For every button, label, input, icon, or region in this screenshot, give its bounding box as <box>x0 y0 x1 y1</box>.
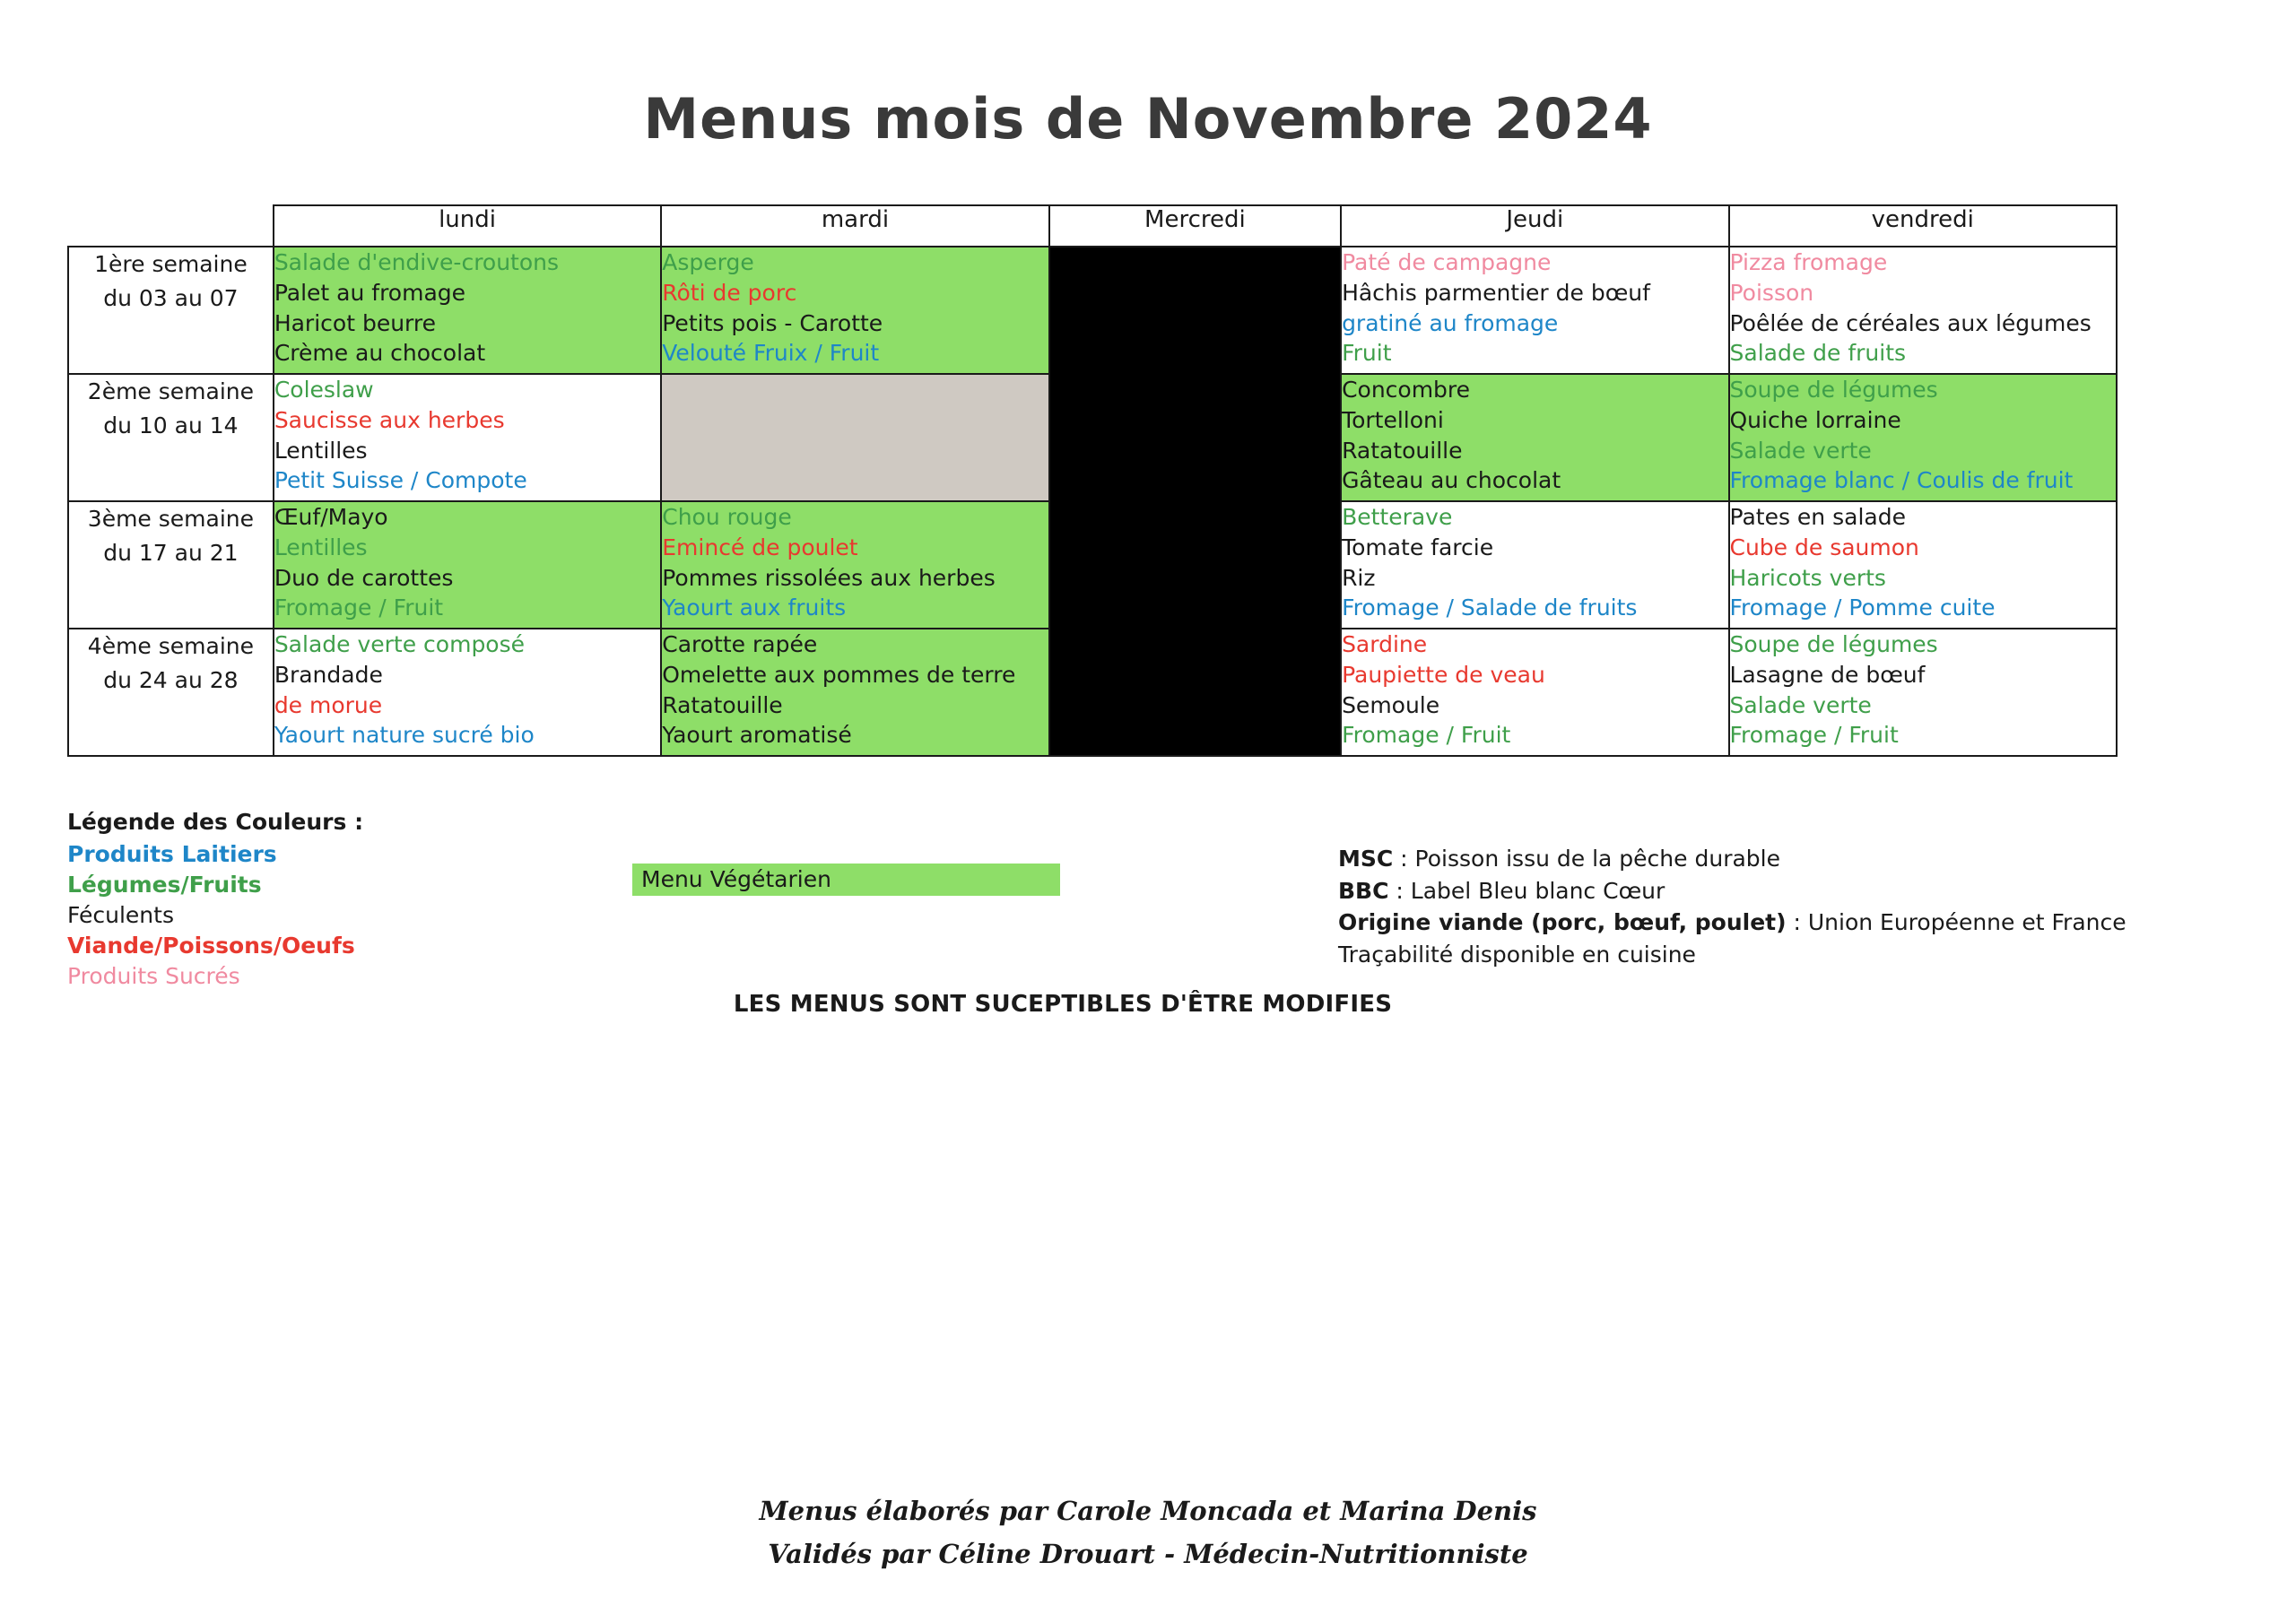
menu-table <box>67 204 2118 757</box>
meal-item: Paté de campagne <box>1342 249 1552 275</box>
week-label-line2: du 17 au 21 <box>103 539 239 566</box>
footer-line-2: Validés par Céline Drouart - Médecin-Nutritionniste <box>768 1538 1528 1569</box>
meal-item: Concombre <box>1342 377 1471 403</box>
meal-item: Tortelloni <box>1342 406 1444 433</box>
meal-cell-jeudi <box>1341 247 1728 374</box>
meal-item: Lentilles <box>274 534 368 560</box>
week-label-line2: du 24 au 28 <box>103 666 239 693</box>
meal-item: Yaourt aux fruits <box>662 595 847 621</box>
meal-item: Salade verte <box>1729 437 1872 464</box>
meal-cell-jeudi <box>1341 629 1728 756</box>
meal-item: Carotte rapée <box>662 631 818 657</box>
note-bbc <box>1338 875 2126 907</box>
meal-item: Fromage blanc / Coulis de fruit <box>1729 467 2074 494</box>
meal-item: Petit Suisse / Compote <box>274 467 527 494</box>
meal-item: Pizza fromage <box>1729 249 1888 275</box>
meal-cell-mardi <box>661 247 1048 374</box>
meal-item: Tomate farcie <box>1342 534 1494 560</box>
meal-item: Palet au fromage <box>274 279 466 306</box>
meal-item: Coleslaw <box>274 377 374 403</box>
legend-item-vegetables: Légumes/Fruits <box>67 872 262 898</box>
meal-cell-lundi <box>274 501 661 629</box>
meal-item: Sardine <box>1342 631 1428 657</box>
week-label-line2: du 10 au 14 <box>103 412 239 438</box>
meal-cell-jeudi <box>1341 501 1728 629</box>
meal-cell-lundi <box>274 629 661 756</box>
legend-item-meat: Viande/Poissons/Oeufs <box>67 933 355 959</box>
notes-block <box>1338 843 2126 970</box>
note-traceability: Traçabilité disponible en cuisine <box>1338 941 1696 968</box>
meal-item: Lentilles <box>274 437 368 464</box>
note-msc-text: : Poisson issu de la pêche durable <box>1393 846 1780 872</box>
meal-item: Fruit <box>1342 340 1392 367</box>
meal-item: Yaourt nature sucré bio <box>274 722 535 749</box>
meal-item: Crème au chocolat <box>274 340 486 367</box>
meal-cell-vendredi <box>1729 501 2118 629</box>
meal-item: Gâteau au chocolat <box>1342 467 1561 494</box>
meal-cell-lundi <box>274 374 661 501</box>
footer <box>0 1490 2296 1576</box>
meal-item: Cube de saumon <box>1729 534 1919 560</box>
meal-cell-jeudi <box>1341 374 1728 501</box>
header-lundi: lundi <box>274 205 661 247</box>
meal-item: Saucisse aux herbes <box>274 406 505 433</box>
meal-item: de morue <box>274 691 383 718</box>
meal-item: Poêlée de céréales aux légumes <box>1729 309 2092 336</box>
meal-item: Salade verte composé <box>274 631 526 657</box>
meal-item: Salade verte <box>1729 691 1872 718</box>
meal-item: Asperge <box>662 249 754 275</box>
header-mercredi: Mercredi <box>1049 205 1341 247</box>
autumn-photo <box>1049 247 1341 756</box>
meal-item-text: Hâchis parmentier de bœuf <box>1342 279 1650 306</box>
week-label-line2: du 03 au 07 <box>103 284 239 311</box>
meal-cell-vendredi <box>1729 247 2118 374</box>
meal-item: Œuf/Mayo <box>274 504 388 530</box>
header-vendredi: vendredi <box>1729 205 2118 247</box>
meal-item: Chou rouge <box>662 504 792 530</box>
meal-item: Soupe de légumes <box>1729 377 1938 403</box>
table-header-row <box>68 205 2117 247</box>
color-legend <box>67 807 363 992</box>
week-label-line1: 3ème semaine <box>87 506 255 532</box>
footer-line-1: Menus élaborés par Carole Moncada et Marina Denis <box>759 1496 1537 1526</box>
legend-item-dairy: Produits Laitiers <box>67 841 277 867</box>
meal-item: Quiche lorraine <box>1729 406 1901 433</box>
meal-cell-mardi <box>661 501 1048 629</box>
note-bbc-text: : Label Bleu blanc Cœur <box>1388 877 1665 904</box>
meal-cell-lundi <box>274 247 661 374</box>
note-origin <box>1338 907 2126 939</box>
meal-item: Pommes rissolées aux herbes <box>662 564 996 591</box>
vegetarian-legend-box: Menu Végétarien <box>632 864 1060 896</box>
note-origin-label: Origine viande (porc, bœuf, poulet) <box>1338 909 1787 935</box>
meal-cell-mardi-empty <box>661 374 1048 501</box>
meal-item: Omelette aux pommes de terre <box>662 661 1016 688</box>
meal-item: Pates en salade <box>1729 504 1906 530</box>
meal-item: Duo de carottes <box>274 564 454 591</box>
meal-cell-vendredi <box>1729 629 2118 756</box>
week-label <box>68 629 274 756</box>
meal-cell-vendredi <box>1729 374 2118 501</box>
header-mardi: mardi <box>661 205 1048 247</box>
meal-item: Soupe de légumes <box>1729 631 1938 657</box>
disclaimer-text: LES MENUS SONT SUCEPTIBLES D'ÊTRE MODIFIES <box>733 991 1393 1018</box>
meal-item: Petits pois - Carotte <box>662 309 883 336</box>
page-title: Menus mois de Novembre 2024 <box>643 86 1653 152</box>
meal-item: Fromage / Fruit <box>274 595 444 621</box>
meal-item: Ratatouille <box>1342 437 1463 464</box>
header-blank <box>68 205 274 247</box>
meal-item: Rôti de porc <box>662 279 797 306</box>
meal-item: Haricot beurre <box>274 309 436 336</box>
week-label-line1: 4ème semaine <box>87 633 255 659</box>
meal-item: Haricots verts <box>1729 564 1886 591</box>
week-label <box>68 374 274 501</box>
meal-item: gratiné au fromage <box>1342 309 1559 336</box>
meal-item: Salade d'endive-croutons <box>274 249 560 275</box>
meal-item: Lasagne de bœuf <box>1729 661 1926 688</box>
meal-item: Paupiette de veau <box>1342 661 1545 688</box>
week-label <box>68 501 274 629</box>
note-msc-label: MSC <box>1338 846 1394 872</box>
meal-item: Riz <box>1342 564 1376 591</box>
meal-item: Fromage / Fruit <box>1729 722 1899 749</box>
meal-item: Fromage / Salade de fruits <box>1342 595 1638 621</box>
meal-item: Poisson <box>1729 279 1814 306</box>
meal-item: Velouté Fruix / Fruit <box>662 340 880 367</box>
note-msc <box>1338 843 2126 875</box>
legend-title: Légende des Couleurs : <box>67 809 364 835</box>
meal-cell-mardi <box>661 629 1048 756</box>
meal-item: Brandade <box>274 661 383 688</box>
meal-item: Fromage / Fruit <box>1342 722 1511 749</box>
week-label-line1: 1ère semaine <box>94 251 248 277</box>
meal-item: Fromage / Pomme cuite <box>1729 595 1996 621</box>
meal-item: Yaourt aromatisé <box>662 722 852 749</box>
table-row <box>68 247 2117 374</box>
note-origin-text: : Union Européenne et France <box>1786 909 2126 935</box>
week-label-line1: 2ème semaine <box>87 378 255 404</box>
meal-item: Betterave <box>1342 504 1453 530</box>
meal-item <box>1342 278 1727 308</box>
disclaimer <box>0 991 2296 1018</box>
header-jeudi: Jeudi <box>1341 205 1728 247</box>
week-label <box>68 247 274 374</box>
legend-item-sweets: Produits Sucrés <box>67 963 240 989</box>
meal-item: Semoule <box>1342 691 1440 718</box>
note-bbc-label: BBC <box>1338 877 1389 904</box>
meal-item: Emincé de poulet <box>662 534 858 560</box>
meal-item: Salade de fruits <box>1729 340 1907 367</box>
legend-item-starch: Féculents <box>67 902 174 928</box>
meal-item: Ratatouille <box>662 691 783 718</box>
